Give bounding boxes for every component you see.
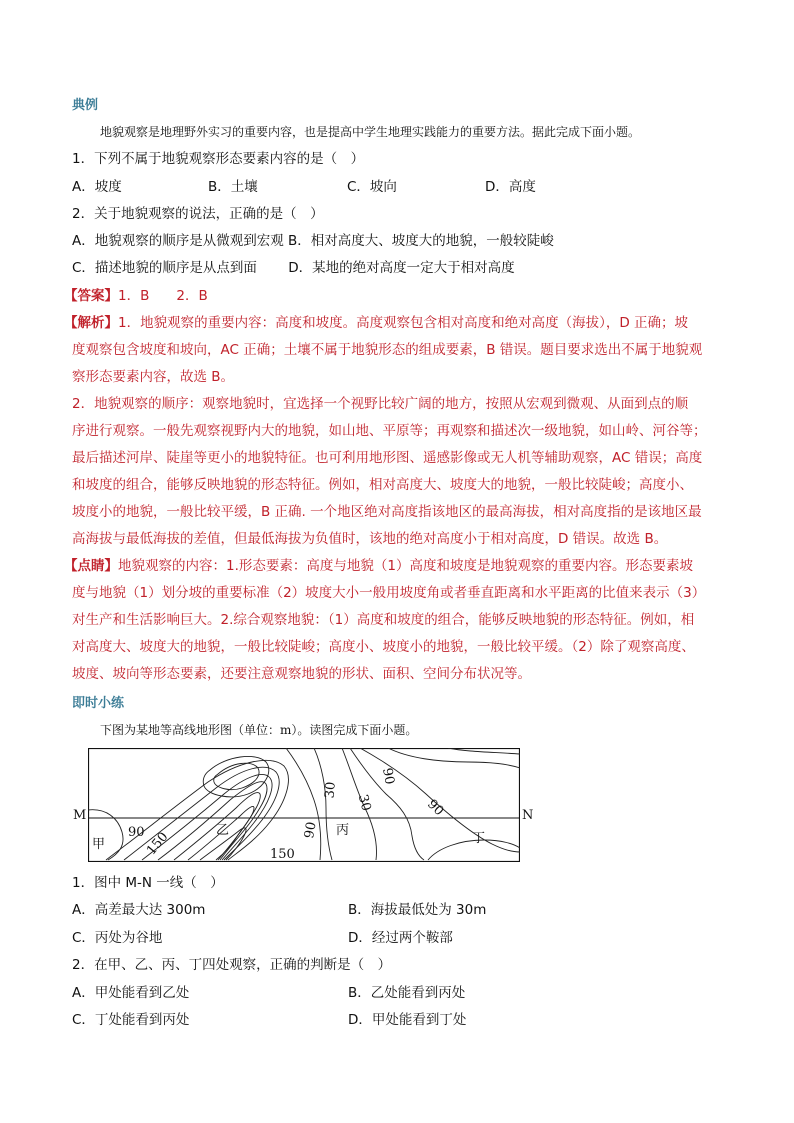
q1-option-a: A．坡度	[72, 179, 122, 195]
analysis-line-7: 坡度小的地貌，一般比较平缓，B 正确. 一个地区绝对高度指该地区的最高海拔，相对高度指的是该地区最	[72, 504, 702, 520]
q1-option-c: C．坡向	[347, 179, 397, 195]
contour-label-90b: 90	[302, 820, 320, 840]
question-2-stem: 2．关于地貌观察的说法，正确的是（ ）	[72, 206, 324, 222]
analysis-line-5: 最后描述河岸、陡崖等更小的地貌特征。也可利用地形图、遥感影像或无人机等辅助观察，AC 错误；高度	[72, 450, 703, 466]
analysis-line-2: 察形态要素内容，故选 B。	[72, 369, 235, 385]
example-intro: 地貌观察是地理野外实习的重要内容，也是提高中学生地理实践能力的重要方法。据此完成下面小题。	[100, 125, 641, 139]
tips-tag: 【点睛】	[64, 558, 118, 574]
pq1-option-c: C．丙处为谷地	[72, 930, 163, 946]
analysis-line-8: 高海拔与最低海拔的差值，但最低海拔为负值时，该地的绝对高度小于相对高度，D 错误。故选 B。	[72, 531, 668, 547]
pq1-option-d: D．经过两个鞍部	[348, 930, 453, 946]
label-m: M	[73, 808, 87, 823]
analysis-line-4: 序进行观察。一般先观察视野内大的地貌，如山地、平原等；再观察和描述次一级地貌，如山岭、河谷等；	[72, 423, 707, 439]
contour-label-150: 150	[144, 829, 172, 859]
answer-line	[64, 286, 208, 306]
contour-map	[88, 748, 520, 862]
question-1-stem: 1．下列不属于地貌观察形态要素内容的是（ ）	[72, 151, 365, 167]
pq1-option-a: A．高差最大达 300m	[72, 902, 206, 918]
tips-line-0: 【点睛】地貌观察的内容：1.形态要素：高度与地貌（1）高度和坡度是地貌观察的重要内容。形态要素坡	[64, 558, 693, 574]
section-title-example: 典例	[72, 98, 99, 113]
contour-labels	[128, 767, 446, 862]
answer-tag: 【答案】	[64, 288, 118, 304]
pq2-option-d: D．甲处能看到丁处	[348, 1012, 467, 1028]
contour-label-90c: 90	[379, 766, 397, 786]
practice-intro: 下图为某地等高线地形图（单位：m）。读图完成下面小题。	[100, 723, 418, 737]
contour-label-90d: 90	[424, 796, 447, 820]
analysis-line-3: 2．地貌观察的顺序：观察地貌时，宜选择一个视野比较广阔的地方，按照从宏观到微观、从面到点的顺	[72, 396, 689, 412]
section-title-practice: 即时小练	[72, 696, 125, 711]
place-ding: 丁	[472, 831, 486, 846]
practice-q2-stem: 2．在甲、乙、丙、丁四处观察，正确的判断是（ ）	[72, 957, 392, 973]
q2-options-line2: C．描述地貌的顺序是从点到面 D．某地的绝对高度一定大于相对高度	[72, 260, 515, 276]
q1-option-b: B．土壤	[208, 179, 258, 195]
tips-line-3: 对高度大、坡度大的地貌，一般比较陡峻；高度小、坡度小的地貌，一般比较平缓。（2）除了观察高度、	[72, 639, 695, 655]
practice-q1-stem: 1．图中 M-N 一线（ ）	[72, 875, 224, 891]
q2-options-line1: A．地貌观察的顺序是从微观到宏观 B．相对高度大、坡度大的地貌，一般较陡峻	[72, 233, 554, 249]
contour-label-90: 90	[128, 825, 145, 840]
pq2-option-a: A．甲处能看到乙处	[72, 985, 190, 1001]
analysis-line-1: 度观察包含坡度和坡向，AC 正确；土壤不属于地貌形态的组成要素，B 错误。题目要求选出不属于地貌观	[72, 342, 703, 358]
analysis-tag: 【解析】	[64, 315, 118, 331]
place-jia: 甲	[92, 837, 106, 852]
contour-label-30: 30	[322, 781, 339, 800]
tips-line-1: 度与地貌（1）划分坡的重要标准（2）坡度大小一般用坡度角或者垂直距离和水平距离的比值来表示（3）	[72, 585, 706, 601]
place-yi: 乙	[216, 823, 230, 838]
pq2-option-b: B．乙处能看到丙处	[348, 985, 466, 1001]
tips-line-2: 对生产和生活影响巨大。2.综合观察地貌：（1）高度和坡度的组合，能够反映地貌的形态特征。例如，相	[72, 612, 695, 628]
contour-label-150b: 150	[270, 847, 295, 862]
label-n: N	[522, 808, 534, 823]
tips-line-4: 坡度、坡向等形态要素，还要注意观察地貌的形状、面积、空间分布状况等。	[72, 666, 531, 682]
pq2-option-c: C．丁处能看到丙处	[72, 1012, 190, 1028]
analysis-line-0: 【解析】1．地貌观察的重要内容：高度和坡度。高度观察包含相对高度和绝对高度（海拔），D 正确；坡	[64, 315, 689, 331]
pq1-option-b: B．海拔最低处为 30m	[348, 902, 487, 918]
analysis-line-6: 和坡度的组合，能够反映地貌的形态特征。例如，相对高度大、坡度大的地貌，一般比较陡峻；高度小、	[72, 477, 693, 493]
q1-option-d: D．高度	[485, 179, 536, 195]
place-bing: 丙	[336, 823, 350, 838]
answer-text: 1．B 2．B	[118, 288, 208, 304]
contour-label-30b: 30	[354, 792, 374, 813]
